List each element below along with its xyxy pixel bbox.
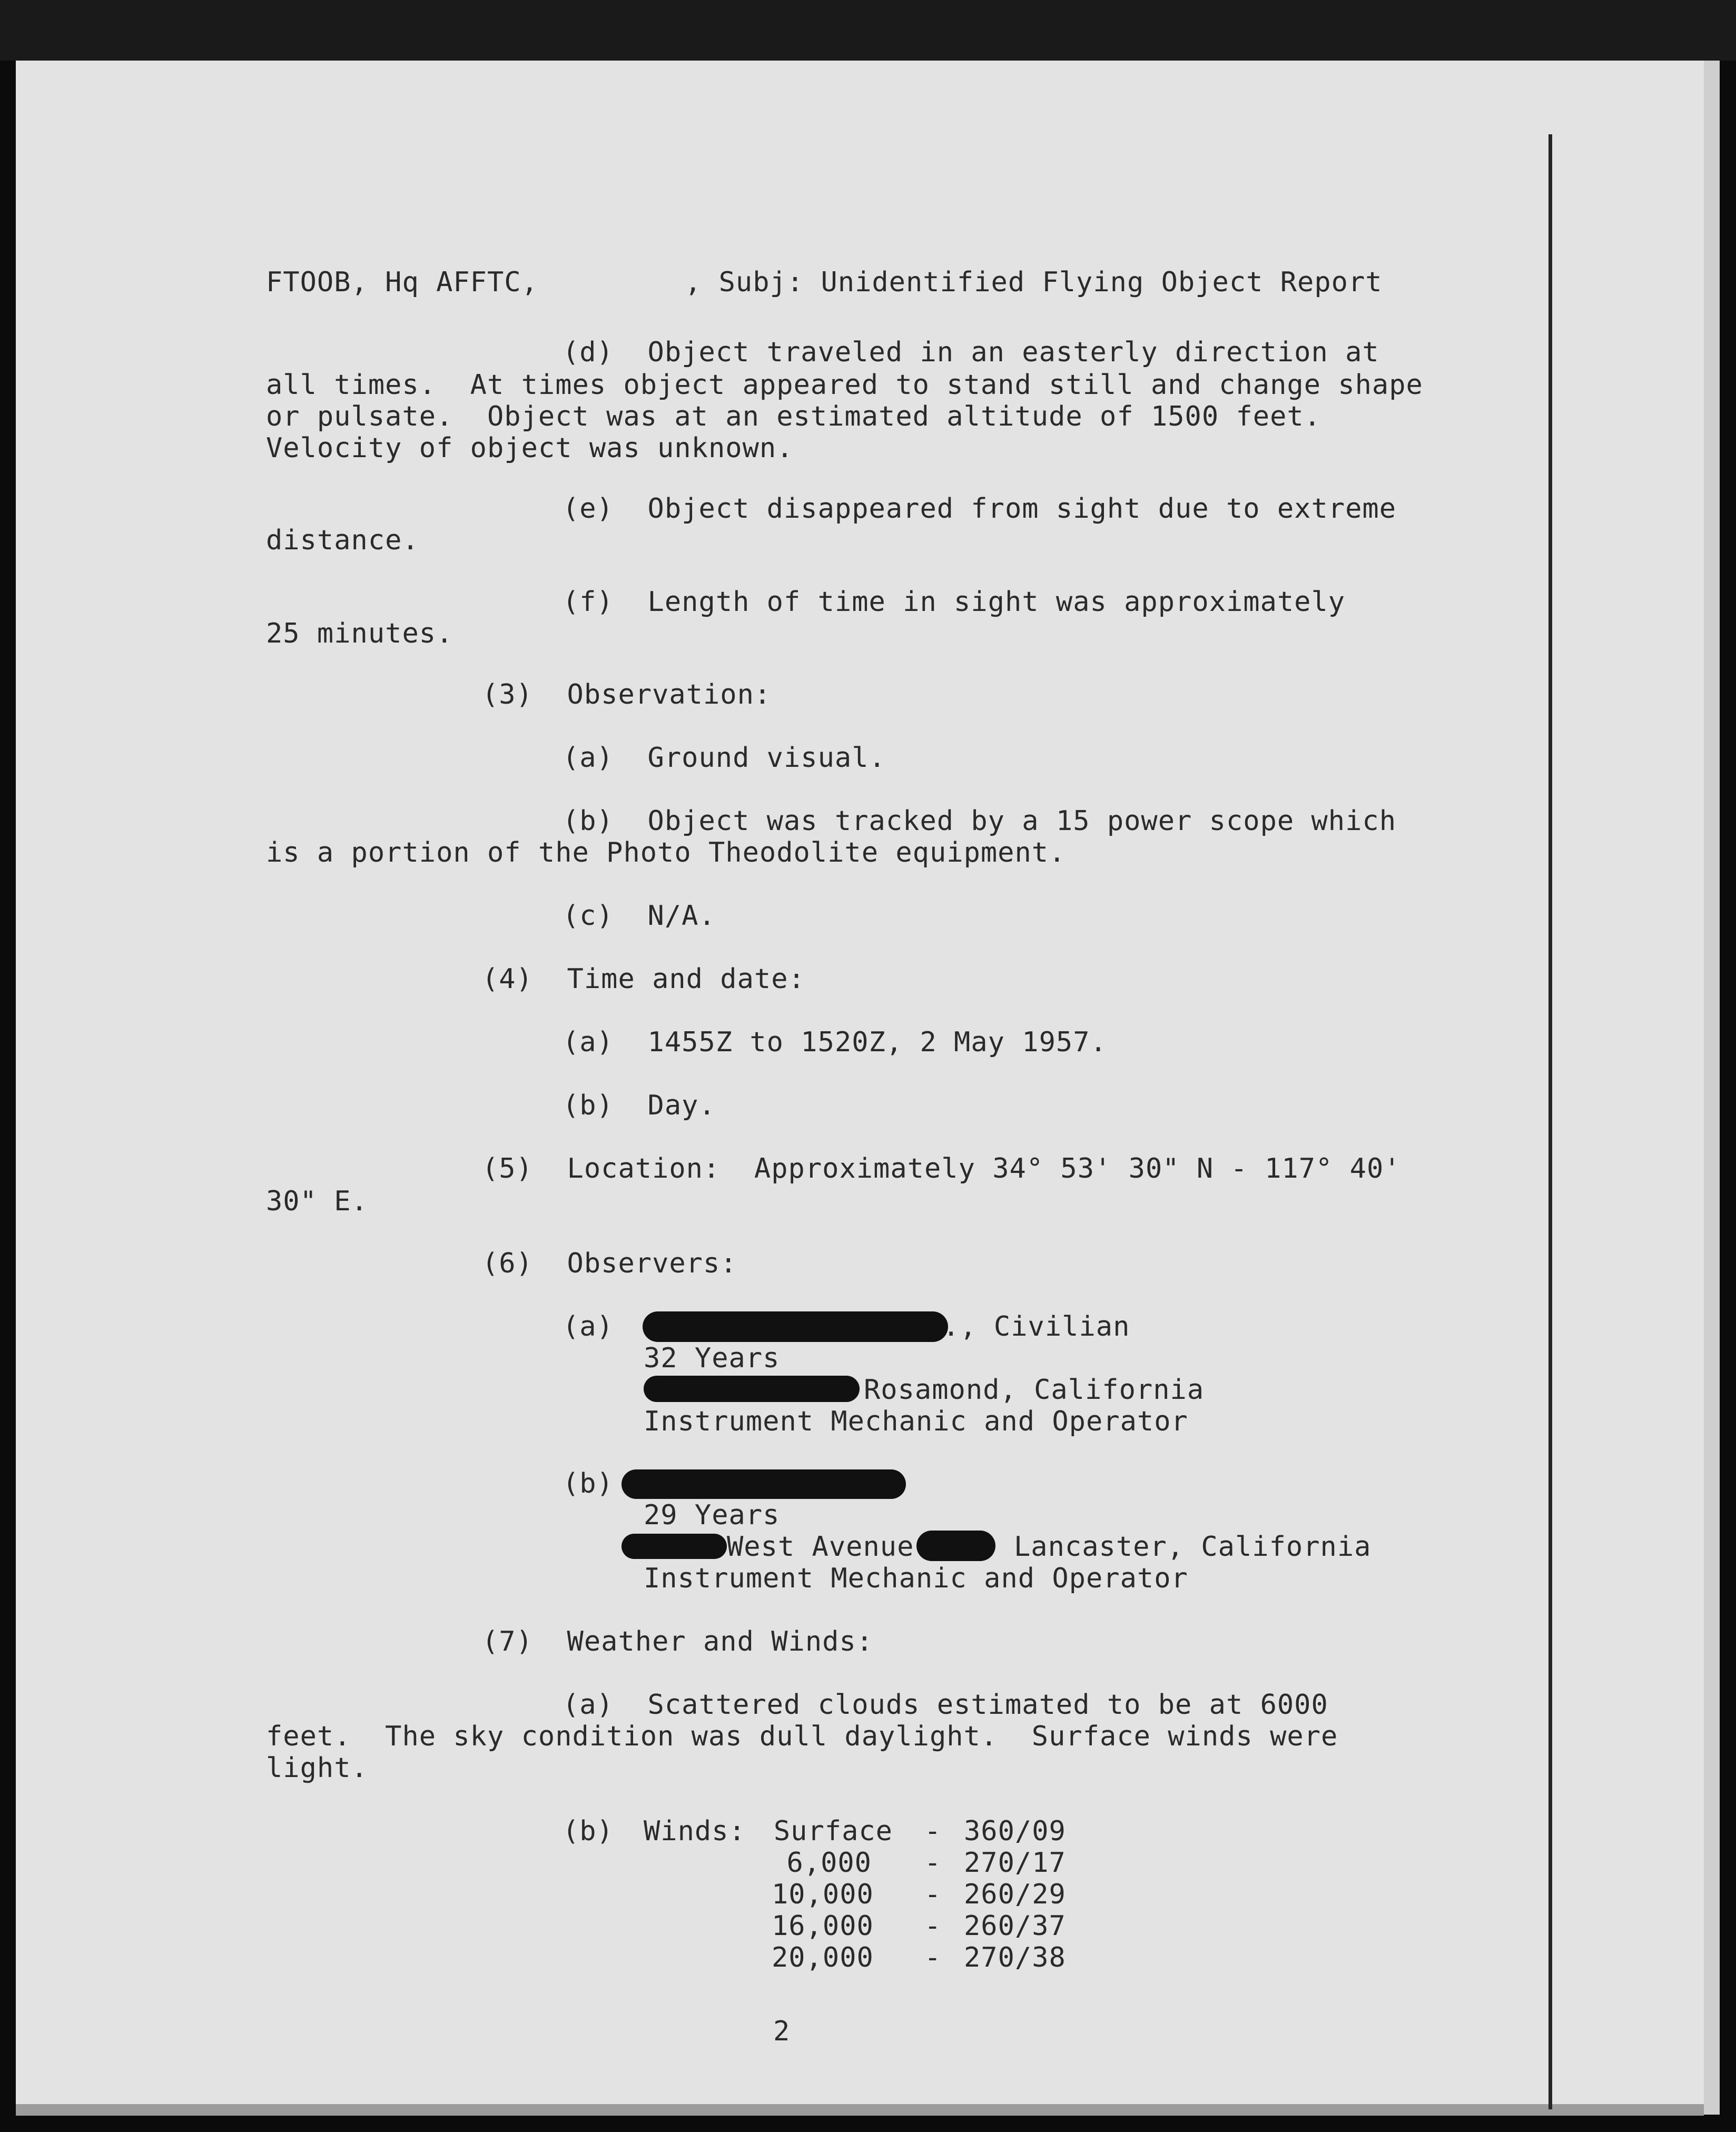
- section-6-heading: (6) Observers:: [482, 1248, 737, 1279]
- wind-direction-speed: 270/38: [964, 1942, 1066, 1973]
- wind-altitude: 16,000: [772, 1910, 874, 1942]
- item-d-line4: Velocity of object was unknown.: [266, 432, 794, 464]
- wind-direction-speed: 260/29: [964, 1879, 1066, 1910]
- page-number: 2: [773, 2016, 791, 2047]
- observer-b-house-redaction: [622, 1534, 727, 1559]
- page-edge-shadow: [1704, 61, 1720, 2115]
- item-e-line1: (e) Object disappeared from sight due to extreme: [563, 493, 1397, 525]
- item-e-line2: distance.: [266, 525, 419, 556]
- observer-a-address-redaction: [644, 1376, 860, 1402]
- wind-altitude: Surface: [773, 1815, 893, 1847]
- wind-dash: -: [924, 1879, 942, 1910]
- observer-a-address: Rosamond, California: [864, 1374, 1205, 1406]
- page-bottom-edge: [16, 2104, 1704, 2116]
- margin-rule-line: [1548, 134, 1552, 2109]
- observer-a-label: (a): [563, 1311, 614, 1343]
- observer-a-name-redaction: [643, 1311, 948, 1342]
- section-7-a-line3: light.: [266, 1752, 368, 1784]
- item-d-line2: all times. At times object appeared to stand still and change shape: [266, 369, 1423, 401]
- observer-a-occupation: Instrument Mechanic and Operator: [644, 1406, 1188, 1437]
- wind-altitude: 20,000: [772, 1942, 874, 1973]
- item-f-line2: 25 minutes.: [266, 618, 453, 649]
- item-d-line1: (d) Object traveled in an easterly direction at: [563, 337, 1379, 368]
- wind-dash: -: [924, 1815, 942, 1847]
- wind-direction-speed: 260/37: [964, 1910, 1066, 1942]
- section-5-line1: (5) Location: Approximately 34° 53' 30" N - 117° 40': [482, 1153, 1401, 1185]
- observer-b-city: Lancaster, California: [1014, 1531, 1372, 1563]
- observer-b-name-redaction: [622, 1469, 906, 1499]
- winds-label: Winds:: [644, 1815, 746, 1847]
- film-border-top: [0, 0, 1736, 61]
- section-3-c: (c) N/A.: [563, 900, 716, 932]
- wind-direction-speed: 270/17: [964, 1847, 1066, 1879]
- observer-a-suffix: ., Civilian: [943, 1311, 1130, 1343]
- section-3-heading: (3) Observation:: [482, 679, 772, 710]
- section-3-b-line1: (b) Object was tracked by a 15 power scope which: [563, 805, 1397, 837]
- item-f-line1: (f) Length of time in sight was approximately: [563, 586, 1346, 618]
- section-3-a: (a) Ground visual.: [563, 742, 886, 774]
- wind-dash: -: [924, 1910, 942, 1942]
- section-7-heading: (7) Weather and Winds:: [482, 1626, 874, 1657]
- observer-b-age: 29 Years: [644, 1499, 780, 1531]
- section-4-b: (b) Day.: [563, 1090, 716, 1121]
- section-4-a: (a) 1455Z to 1520Z, 2 May 1957.: [563, 1026, 1107, 1058]
- wind-altitude: 6,000: [786, 1847, 872, 1879]
- observer-a-age: 32 Years: [644, 1343, 780, 1374]
- wind-dash: -: [924, 1942, 942, 1973]
- wind-direction-speed: 360/09: [964, 1815, 1066, 1847]
- wind-altitude: 10,000: [772, 1879, 874, 1910]
- item-d-line3: or pulsate. Object was at an estimated altitude of 1500 feet.: [266, 401, 1321, 432]
- section-7-b-label: (b): [563, 1815, 614, 1847]
- observer-b-occupation: Instrument Mechanic and Operator: [644, 1563, 1188, 1594]
- header-office: FTOOB, Hq AFFTC,: [266, 266, 538, 298]
- section-4-heading: (4) Time and date:: [482, 963, 805, 995]
- observer-b-street-number-redaction: [916, 1531, 995, 1561]
- wind-dash: -: [924, 1847, 942, 1879]
- observer-b-label: (b): [563, 1468, 614, 1499]
- section-3-b-line2: is a portion of the Photo Theodolite equipment.: [266, 837, 1066, 868]
- section-5-line2: 30" E.: [266, 1186, 368, 1217]
- section-7-a-line1: (a) Scattered clouds estimated to be at 6000: [563, 1689, 1328, 1721]
- header-subject: , Subj: Unidentified Flying Object Report: [685, 266, 1383, 298]
- section-7-a-line2: feet. The sky condition was dull daylight. Surface winds were: [266, 1721, 1338, 1752]
- observer-b-street: West Avenue: [727, 1531, 914, 1563]
